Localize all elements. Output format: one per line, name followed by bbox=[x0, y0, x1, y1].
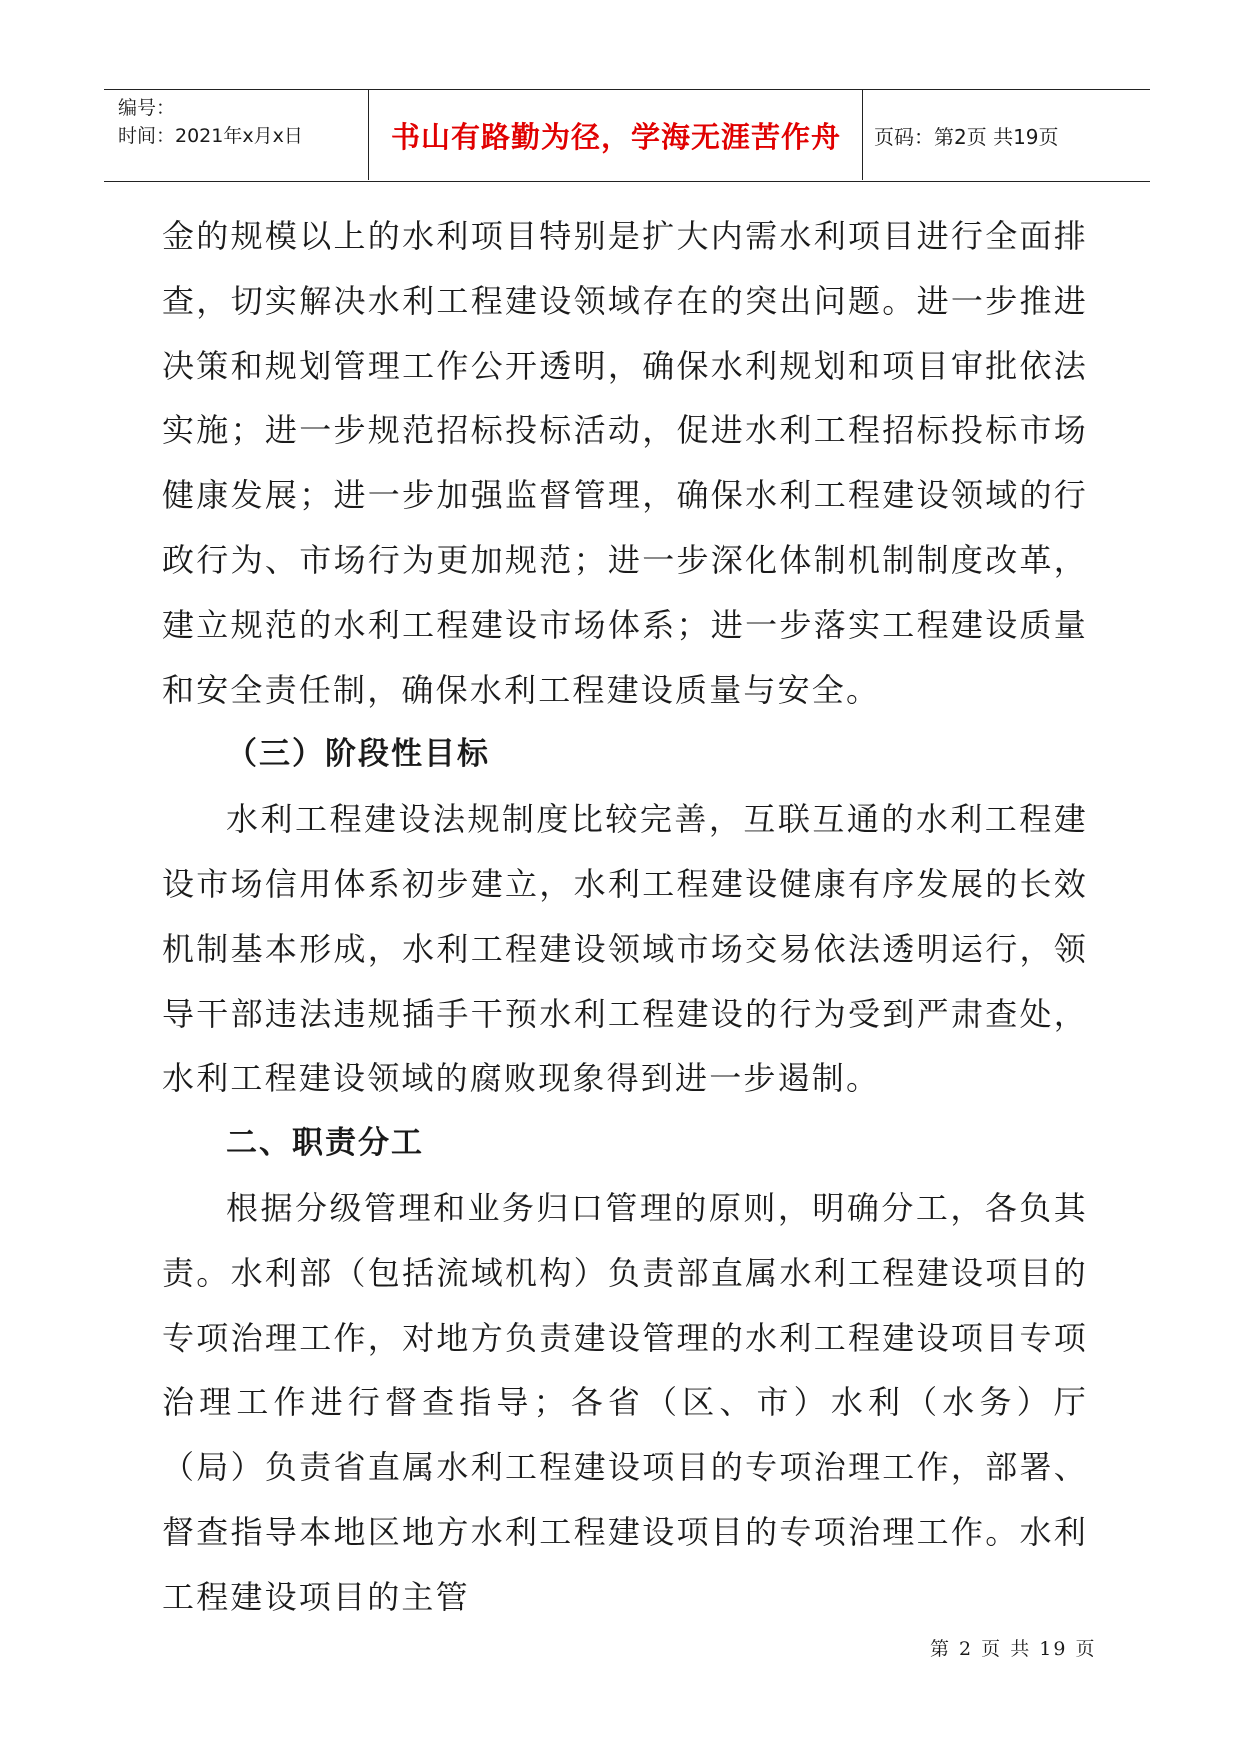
body-paragraph: 金的规模以上的水利项目特别是扩大内需水利项目进行全面排查，切实解决水利工程建设领域存在的突出问题。进一步推进决策和规划管理工作公开透明，确保水利规划和项目审批依法实施；进一步规范招标投标活动，促进水利工程招标投标市场健康发展；进一步加强监督管理，确保水利工程建设领域的行政行为、市场行为更加规范；进一步深化体制机制制度改革，建立规范的水利工程建设市场体系；进一步落实工程建设质量和安全责任制，确保水利工程建设质量与安全。 bbox=[162, 217, 1088, 709]
page-footer: 第 2 页 共 19 页 bbox=[930, 1638, 1097, 1660]
document-code-label: 编号： bbox=[118, 97, 176, 119]
body-paragraph: 水利工程建设法规制度比较完善，互联互通的水利工程建设市场信用体系初步建立，水利工程建设健康有序发展的长效机制基本形成，水利工程建设领域市场交易依法透明运行，领导干部违法违规插手干预水利工程建设的行为受到严肃查处，水利工程建设领域的腐败现象得到进一步遏制。 bbox=[162, 800, 1088, 1098]
document-body bbox=[162, 204, 1088, 1630]
header-divider bbox=[368, 90, 369, 180]
section-heading: 二、职责分工 bbox=[226, 1125, 424, 1162]
document-header bbox=[104, 89, 1150, 182]
header-meta bbox=[118, 94, 368, 150]
header-divider bbox=[862, 90, 863, 180]
body-paragraph: 根据分级管理和业务归口管理的原则，明确分工，各负其责。水利部（包括流域机构）负责部直属水利工程建设项目的专项治理工作，对地方负责建设管理的水利工程建设项目专项治理工作进行督查指导；各省（区、市）水利（水务）厅（局）负责省直属水利工程建设项目的专项治理工作，部署、督查指导本地区地方水利工程建设项目的专项治理工作。水利工程建设项目的主管 bbox=[162, 1188, 1088, 1616]
header-page-info: 页码：第2页 共19页 bbox=[874, 124, 1059, 149]
document-time-label: 时间：2021年x月x日 bbox=[118, 125, 303, 147]
header-motto: 书山有路勤为径，学海无涯苦作舟 bbox=[390, 119, 841, 154]
section-heading: （三）阶段性目标 bbox=[226, 736, 490, 773]
